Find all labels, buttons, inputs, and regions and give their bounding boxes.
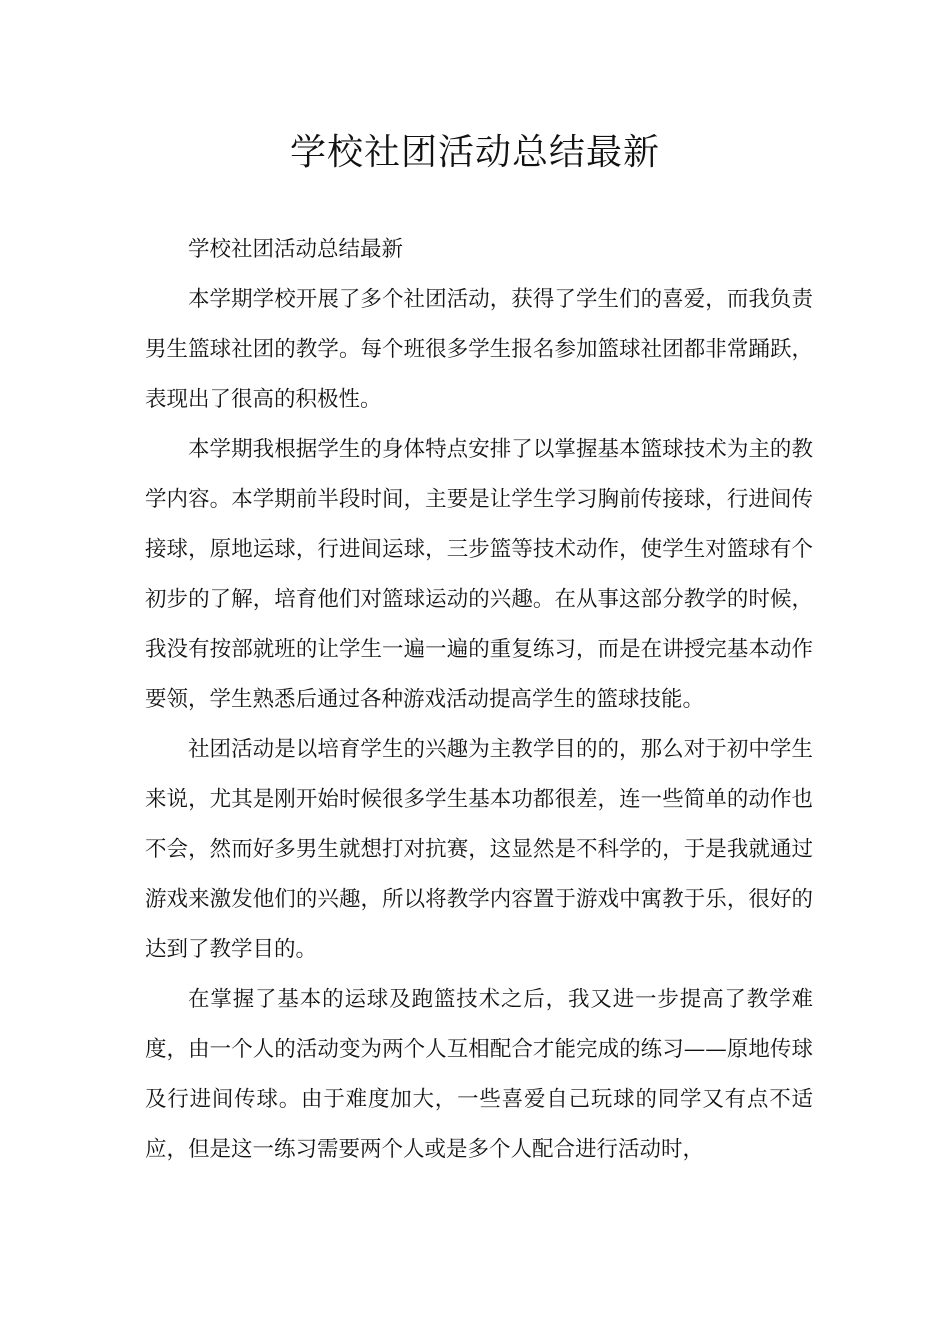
paragraph-advanced-practice: 在掌握了基本的运球及跑篮技术之后，我又进一步提高了教学难度，由一个人的活动变为两个人互相配合才能完成的练习——原地传球及行进间传球。由于难度加大，一些喜爱自己玩球的同学又有点不适应，但是这一练习需要两个人或是多个人配合进行活动时， bbox=[145, 987, 813, 1162]
paragraph-interest: 社团活动是以培育学生的兴趣为主教学目的的，那么对于初中学生来说，尤其是刚开始时候很多学生基本功都很差，连一些简单的动作也不会，然而好多男生就想打对抗赛，这显然是不科学的，于是我就通过游戏来激发他们的兴趣，所以将教学内容置于游戏中寓教于乐，很好的达到了教学目的。 bbox=[145, 737, 813, 962]
document-body bbox=[145, 225, 813, 1175]
paragraph-teaching-content: 本学期我根据学生的身体特点安排了以掌握基本篮球技术为主的教学内容。本学期前半段时间，主要是让学生学习胸前传接球，行进间传接球，原地运球，行进间运球，三步篮等技术动作，使学生对篮球有个初步的了解，培育他们对篮球运动的兴趣。在从事这部分教学的时候，我没有按部就班的让学生一遍一遍的重复练习，而是在讲授完基本动作要领，学生熟悉后通过各种游戏活动提高学生的篮球技能。 bbox=[145, 437, 813, 712]
paragraph-intro: 本学期学校开展了多个社团活动，获得了学生们的喜爱，而我负责男生篮球社团的教学。每个班很多学生报名参加篮球社团都非常踊跃，表现出了很高的积极性。 bbox=[145, 287, 813, 412]
paragraph-subtitle: 学校社团活动总结最新 bbox=[188, 237, 404, 262]
document-title: 学校社团活动总结最新 bbox=[289, 132, 660, 173]
